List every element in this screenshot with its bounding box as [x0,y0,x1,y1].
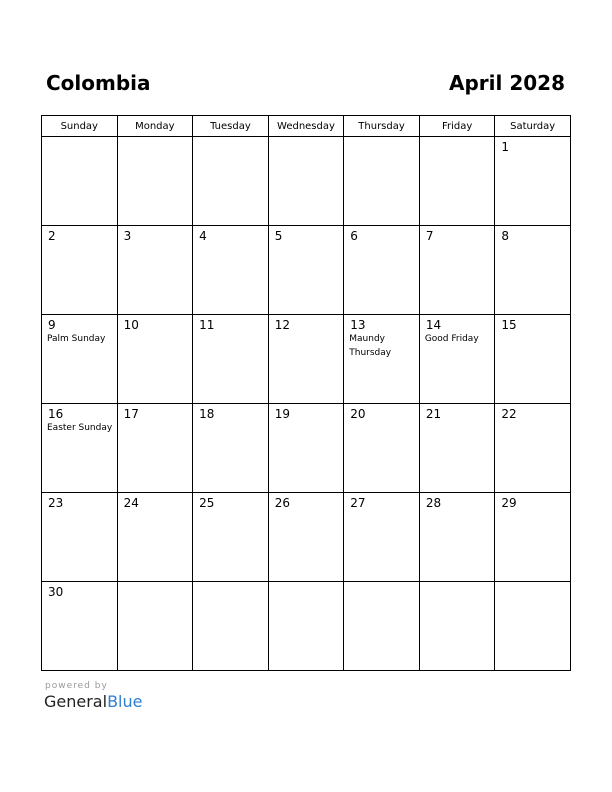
day-cell [419,404,495,493]
day-cell [193,582,269,671]
day-cell [193,493,269,582]
powered-by-text: powered by [45,681,108,691]
week-row [42,226,571,315]
day-number: 21 [425,407,442,421]
day-number: 6 [350,229,358,243]
day-cell [193,315,269,404]
weekday-thursday: Thursday [344,116,420,137]
day-cell [344,137,420,226]
day-cell [344,226,420,315]
weekday-monday: Monday [117,116,193,137]
day-cell [419,493,495,582]
day-cell [495,493,571,582]
day-number: 14 [425,318,442,332]
day-cell [117,493,193,582]
day-cell [117,315,193,404]
week-row [42,137,571,226]
weekday-friday: Friday [419,116,495,137]
day-cell [495,226,571,315]
day-cell [42,582,118,671]
calendar-grid [41,115,571,671]
day-number: 27 [350,496,366,510]
day-cell [344,315,420,404]
day-cell [495,315,571,404]
day-cell [42,493,118,582]
day-cell [344,404,420,493]
generalblue-logo [44,692,142,711]
day-number: 12 [274,318,290,332]
day-number: 15 [501,318,517,332]
day-cell [42,137,118,226]
day-number: 28 [425,496,442,510]
day-cell [495,404,571,493]
day-cell [117,404,193,493]
day-number: 20 [350,407,366,421]
country-title: Colombia [46,71,151,95]
day-cell [268,493,344,582]
day-number: 25 [199,496,215,510]
day-number: 5 [274,229,283,243]
footer-branding [44,681,142,711]
month-year-title: April 2028 [449,71,565,95]
holiday-label: Easter Sunday [47,423,113,433]
brand-general: General [44,692,108,711]
week-row [42,404,571,493]
day-cell [193,404,269,493]
day-number: 24 [123,496,139,510]
day-number: 17 [123,407,139,421]
day-cell [419,137,495,226]
day-number: 7 [425,229,434,243]
day-number: 10 [123,318,139,332]
day-number: 22 [501,407,517,421]
day-number: 30 [48,585,64,599]
day-number: 16 [48,407,64,421]
calendar-body [42,137,571,671]
day-number: 3 [123,229,132,243]
week-row [42,315,571,404]
holiday-label: Good Friday [424,334,479,344]
day-cell [193,137,269,226]
day-cell [268,404,344,493]
day-number: 4 [199,229,207,243]
day-cell [42,315,118,404]
weekday-tuesday: Tuesday [193,116,269,137]
weekday-wednesday: Wednesday [268,116,344,137]
day-number: 19 [274,407,290,421]
day-number: 8 [501,229,510,243]
holiday-label: Maundy Thursday [349,334,392,358]
day-cell [193,226,269,315]
day-number: 29 [501,496,517,510]
day-cell [495,137,571,226]
day-number: 23 [48,496,64,510]
day-number: 11 [199,318,215,332]
day-number: 18 [199,407,215,421]
day-cell [117,226,193,315]
day-cell [344,493,420,582]
week-row [42,582,571,671]
weekday-header-row [42,116,571,137]
day-number: 2 [48,229,56,243]
weekday-saturday: Saturday [495,116,571,137]
weekday-sunday: Sunday [42,116,118,137]
week-row [42,493,571,582]
day-number: 9 [48,318,56,332]
day-cell [42,404,118,493]
day-cell [117,137,193,226]
day-cell [42,226,118,315]
holiday-label: Palm Sunday [47,334,106,344]
day-cell [268,226,344,315]
day-cell [344,582,420,671]
day-number: 26 [274,496,290,510]
day-cell [117,582,193,671]
day-cell [495,582,571,671]
day-number: 1 [501,140,510,154]
day-cell [268,315,344,404]
day-cell [419,315,495,404]
day-cell [419,582,495,671]
day-cell [268,582,344,671]
day-cell [268,137,344,226]
day-number: 13 [350,318,366,332]
brand-blue: Blue [107,692,143,711]
day-cell [419,226,495,315]
